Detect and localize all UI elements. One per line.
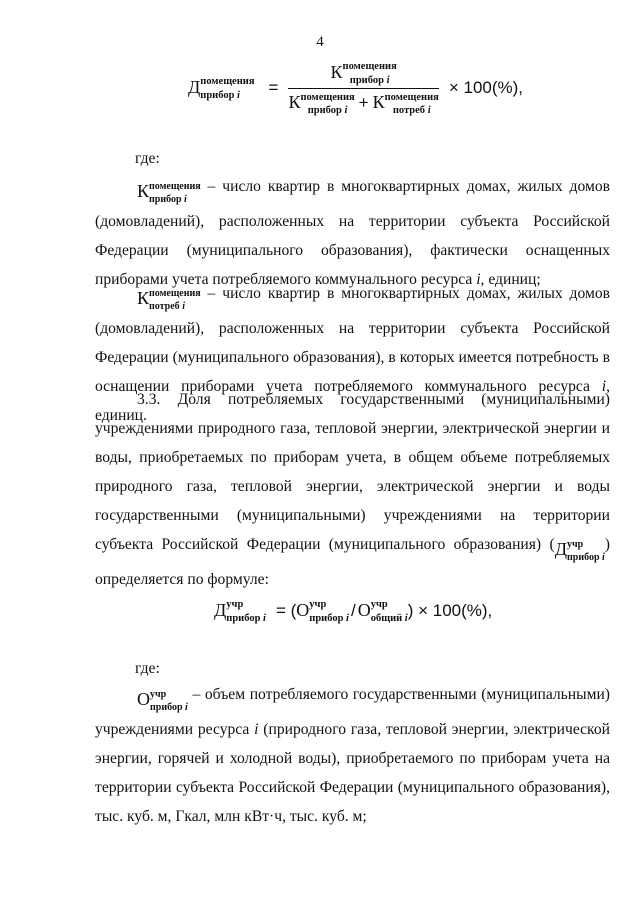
where-label: где: [135, 150, 160, 167]
definition-devices-needed: К помещения потреб i – число квартир в многоквартирных домах, жилых домов (домовладений), расположенных на территории субъекта Российской Федерации (муниципального образования), в которых имеется потребность в оснащении приборами учета потребляемого коммунального ресурса i, единиц. [95, 285, 610, 424]
where-label-2: где: [135, 660, 160, 677]
formula-share-premises [188, 62, 523, 117]
formula-share-institutions: Д учр прибор i = (О учр прибор i / О учр общий i ) × 100(%), [214, 599, 493, 624]
formula-tail: × 100(%), [448, 78, 524, 97]
definition-symbol: К помещения прибор i [137, 180, 201, 205]
definition-symbol: О учр прибор i [137, 688, 188, 713]
formula2-tail: ) × 100(%), [407, 601, 493, 620]
section-symbol: Д учр прибор i [554, 538, 605, 563]
page-number: 4 [316, 34, 324, 50]
fraction-denominator: К помещения прибор i + К помещения потреб i [288, 91, 439, 117]
formula-fraction [288, 62, 438, 117]
definition-symbol: К помещения потреб i [137, 287, 201, 312]
definition-devices-installed: К помещения прибор i – число квартир в многоквартирных домах, жилых домов (домовладений), расположенных на территории субъекта Российской Федерации (муниципального образования), фактически оснащенных приборами учета потребляемого коммунального ресурса i, единиц; [95, 178, 610, 288]
formula-lhs-letter: Д [188, 77, 201, 97]
formula-lhs-scripts: помещения прибор i [200, 76, 255, 101]
definition-volume-by-devices: О учр прибор i – объем потребляемого государственными (муниципальными) учреждениями ресурса i (природного газа, тепловой энергии, электрической энергии, горячей и холодной воды), приобретаемого по приборам учета на территории субъекта Российской Федерации (муниципального образования), тыс. куб. м, Гкал, млн кВт·ч, тыс. куб. м; [95, 686, 610, 825]
formula-equals: = [268, 78, 279, 97]
fraction-numerator: К помещения прибор i [288, 62, 438, 89]
section-3-3: 3.3. Доля потребляемых государственными (муниципальными) учреждениями природного газа, тепловой энергии, электрической энергии и воды, приобретаемых по приборам учета, в общем объеме потребляемых природного газа, тепловой энергии, электрической энергии и воды государственными (муниципальными) учреждениями на территории субъекта Российской Федерации (муниципального образования) (Д учр прибор i ) определяется по формуле: [95, 391, 610, 588]
formula2-equals: = ( [275, 601, 297, 620]
